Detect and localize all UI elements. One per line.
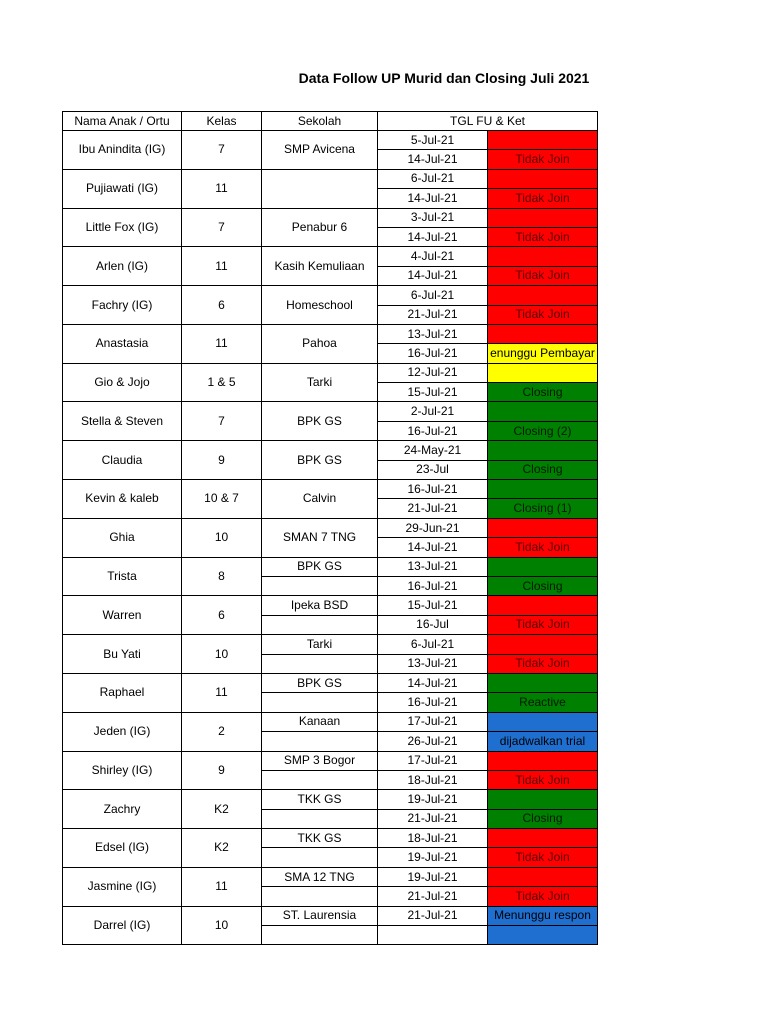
followup-date-1: 15-Jul-21 xyxy=(378,596,488,615)
header-sekolah: Sekolah xyxy=(262,112,378,131)
school-name: Calvin xyxy=(262,480,378,519)
followup-status-1 xyxy=(488,131,598,150)
followup-date-1: 3-Jul-21 xyxy=(378,208,488,227)
followup-status-1 xyxy=(488,324,598,343)
followup-status-1 xyxy=(488,208,598,227)
school-name: BPK GS xyxy=(262,557,378,576)
table-row xyxy=(63,131,598,150)
school-name: BPK GS xyxy=(262,673,378,692)
followup-date-1: 2-Jul-21 xyxy=(378,402,488,421)
page-title: Data Follow UP Murid dan Closing Juli 2021 xyxy=(298,70,590,86)
followup-date-2: 16-Jul xyxy=(378,615,488,634)
student-name: Darrel (IG) xyxy=(63,906,182,945)
student-name: Fachry (IG) xyxy=(63,286,182,325)
school-name-empty xyxy=(262,615,378,634)
class-grade: K2 xyxy=(182,790,262,829)
class-grade: 1 & 5 xyxy=(182,363,262,402)
table-row xyxy=(63,829,598,848)
student-name: Raphael xyxy=(63,673,182,712)
school-name: BPK GS xyxy=(262,402,378,441)
school-name-empty xyxy=(262,693,378,712)
followup-status-2: Closing (2) xyxy=(488,421,598,440)
followup-status-1 xyxy=(488,673,598,692)
school-name xyxy=(262,169,378,208)
class-grade: 10 xyxy=(182,906,262,945)
school-name-empty xyxy=(262,848,378,867)
followup-date-1: 18-Jul-21 xyxy=(378,829,488,848)
followup-status-2: Closing (1) xyxy=(488,499,598,518)
followup-date-2: 18-Jul-21 xyxy=(378,770,488,789)
followup-status-2 xyxy=(488,926,598,945)
followup-status-2: Tidak Join xyxy=(488,189,598,208)
school-name: Ipeka BSD xyxy=(262,596,378,615)
class-grade: 7 xyxy=(182,131,262,170)
followup-date-1: 6-Jul-21 xyxy=(378,169,488,188)
student-name: Stella & Steven xyxy=(63,402,182,441)
table-row xyxy=(63,596,598,615)
followup-date-2 xyxy=(378,926,488,945)
class-grade: 10 & 7 xyxy=(182,480,262,519)
followup-date-2: 14-Jul-21 xyxy=(378,150,488,169)
followup-status-2: Closing xyxy=(488,383,598,402)
followup-date-2: 21-Jul-21 xyxy=(378,499,488,518)
followup-date-2: 14-Jul-21 xyxy=(378,538,488,557)
followup-date-2: 21-Jul-21 xyxy=(378,809,488,828)
followup-date-2: 16-Jul-21 xyxy=(378,693,488,712)
student-name: Claudia xyxy=(63,441,182,480)
followup-date-2: 19-Jul-21 xyxy=(378,848,488,867)
followup-date-1: 24-May-21 xyxy=(378,441,488,460)
followup-status-2: Tidak Join xyxy=(488,887,598,906)
class-grade: 7 xyxy=(182,208,262,247)
followup-date-1: 19-Jul-21 xyxy=(378,867,488,886)
followup-status-1 xyxy=(488,829,598,848)
followup-date-2: 14-Jul-21 xyxy=(378,266,488,285)
followup-date-2: 14-Jul-21 xyxy=(378,189,488,208)
student-name: Ibu Anindita (IG) xyxy=(63,131,182,170)
followup-date-1: 19-Jul-21 xyxy=(378,790,488,809)
followup-date-2: 13-Jul-21 xyxy=(378,654,488,673)
school-name: TKK GS xyxy=(262,829,378,848)
followup-date-2: 16-Jul-21 xyxy=(378,344,488,363)
school-name-empty xyxy=(262,887,378,906)
followup-status-1 xyxy=(488,480,598,499)
followup-date-2: 21-Jul-21 xyxy=(378,305,488,324)
followup-status-2: Tidak Join xyxy=(488,615,598,634)
class-grade: 11 xyxy=(182,169,262,208)
followup-status-1 xyxy=(488,790,598,809)
table-row xyxy=(63,751,598,770)
student-name: Trista xyxy=(63,557,182,596)
school-name: Homeschool xyxy=(262,286,378,325)
followup-status-2: Closing xyxy=(488,576,598,595)
class-grade: 8 xyxy=(182,557,262,596)
followup-date-2: 16-Jul-21 xyxy=(378,421,488,440)
school-name: TKK GS xyxy=(262,790,378,809)
followup-status-2: Tidak Join xyxy=(488,770,598,789)
followup-status-2: Reactive xyxy=(488,693,598,712)
followup-status-1 xyxy=(488,363,598,382)
table-row xyxy=(63,169,598,188)
followup-status-2: Tidak Join xyxy=(488,227,598,246)
school-name-empty xyxy=(262,770,378,789)
followup-date-1: 13-Jul-21 xyxy=(378,324,488,343)
student-name: Ghia xyxy=(63,518,182,557)
table-row xyxy=(63,286,598,305)
school-name: Tarki xyxy=(262,363,378,402)
school-name: Pahoa xyxy=(262,324,378,363)
followup-date-1: 21-Jul-21 xyxy=(378,906,488,925)
followup-date-2: 15-Jul-21 xyxy=(378,383,488,402)
followup-date-1: 13-Jul-21 xyxy=(378,557,488,576)
table-row xyxy=(63,247,598,266)
follow-up-table xyxy=(62,111,598,945)
followup-date-1: 17-Jul-21 xyxy=(378,712,488,731)
school-name-empty xyxy=(262,926,378,945)
class-grade: 11 xyxy=(182,324,262,363)
header-tgl-fu-ket: TGL FU & Ket xyxy=(378,112,598,131)
school-name: SMAN 7 TNG xyxy=(262,518,378,557)
followup-status-1 xyxy=(488,169,598,188)
school-name-empty xyxy=(262,809,378,828)
student-name: Bu Yati xyxy=(63,635,182,674)
table-row xyxy=(63,480,598,499)
followup-date-2: 26-Jul-21 xyxy=(378,732,488,751)
followup-status-1 xyxy=(488,557,598,576)
followup-date-2: 16-Jul-21 xyxy=(378,576,488,595)
school-name: ST. Laurensia xyxy=(262,906,378,925)
followup-status-2: Tidak Join xyxy=(488,654,598,673)
followup-status-1 xyxy=(488,247,598,266)
followup-status-2: Tidak Join xyxy=(488,538,598,557)
table-row xyxy=(63,867,598,886)
followup-status-2: Tidak Join xyxy=(488,848,598,867)
school-name: SMP Avicena xyxy=(262,131,378,170)
followup-status-2: Tidak Join xyxy=(488,150,598,169)
followup-status-2: Closing xyxy=(488,460,598,479)
class-grade: 10 xyxy=(182,518,262,557)
followup-status-2: Closing xyxy=(488,809,598,828)
class-grade: 11 xyxy=(182,867,262,906)
school-name-empty xyxy=(262,654,378,673)
student-name: Little Fox (IG) xyxy=(63,208,182,247)
class-grade: 6 xyxy=(182,596,262,635)
followup-status-1 xyxy=(488,441,598,460)
school-name: SMP 3 Bogor xyxy=(262,751,378,770)
header-kelas: Kelas xyxy=(182,112,262,131)
school-name: Kanaan xyxy=(262,712,378,731)
school-name: Penabur 6 xyxy=(262,208,378,247)
student-name: Anastasia xyxy=(63,324,182,363)
followup-status-1: Menunggu respon xyxy=(488,906,598,925)
table-row xyxy=(63,402,598,421)
class-grade: 11 xyxy=(182,247,262,286)
table-row xyxy=(63,673,598,692)
table-row xyxy=(63,441,598,460)
header-nama: Nama Anak / Ortu xyxy=(63,112,182,131)
student-name: Gio & Jojo xyxy=(63,363,182,402)
followup-date-1: 16-Jul-21 xyxy=(378,480,488,499)
school-name: SMA 12 TNG xyxy=(262,867,378,886)
followup-date-2: 14-Jul-21 xyxy=(378,227,488,246)
student-name: Jeden (IG) xyxy=(63,712,182,751)
class-grade: 11 xyxy=(182,673,262,712)
followup-status-1 xyxy=(488,751,598,770)
class-grade: 9 xyxy=(182,441,262,480)
table-row xyxy=(63,363,598,382)
followup-date-1: 12-Jul-21 xyxy=(378,363,488,382)
school-name-empty xyxy=(262,576,378,595)
student-name: Jasmine (IG) xyxy=(63,867,182,906)
student-name: Edsel (IG) xyxy=(63,829,182,868)
school-name-empty xyxy=(262,732,378,751)
followup-status-1 xyxy=(488,867,598,886)
followup-date-1: 29-Jun-21 xyxy=(378,518,488,537)
class-grade: 9 xyxy=(182,751,262,790)
header-row xyxy=(63,112,598,131)
table-row xyxy=(63,324,598,343)
student-name: Pujiawati (IG) xyxy=(63,169,182,208)
followup-status-2: enunggu Pembayar xyxy=(488,344,598,363)
student-name: Warren xyxy=(63,596,182,635)
followup-date-2: 21-Jul-21 xyxy=(378,887,488,906)
student-name: Shirley (IG) xyxy=(63,751,182,790)
school-name: BPK GS xyxy=(262,441,378,480)
followup-date-1: 6-Jul-21 xyxy=(378,286,488,305)
table-row xyxy=(63,635,598,654)
school-name: Kasih Kemuliaan xyxy=(262,247,378,286)
table-row xyxy=(63,518,598,537)
table-row xyxy=(63,790,598,809)
student-name: Arlen (IG) xyxy=(63,247,182,286)
followup-date-2: 23-Jul xyxy=(378,460,488,479)
followup-status-1 xyxy=(488,518,598,537)
followup-date-1: 6-Jul-21 xyxy=(378,635,488,654)
class-grade: 2 xyxy=(182,712,262,751)
followup-status-1 xyxy=(488,712,598,731)
table-row xyxy=(63,208,598,227)
table-row xyxy=(63,557,598,576)
table-row xyxy=(63,712,598,731)
followup-status-2: Tidak Join xyxy=(488,305,598,324)
class-grade: 6 xyxy=(182,286,262,325)
followup-status-1 xyxy=(488,635,598,654)
student-name: Kevin & kaleb xyxy=(63,480,182,519)
class-grade: 7 xyxy=(182,402,262,441)
student-name: Zachry xyxy=(63,790,182,829)
followup-status-2: Tidak Join xyxy=(488,266,598,285)
table-body xyxy=(63,131,598,945)
school-name: Tarki xyxy=(262,635,378,654)
followup-date-1: 4-Jul-21 xyxy=(378,247,488,266)
class-grade: 10 xyxy=(182,635,262,674)
followup-status-1 xyxy=(488,596,598,615)
table-row xyxy=(63,906,598,925)
followup-status-2: dijadwalkan trial xyxy=(488,732,598,751)
class-grade: K2 xyxy=(182,829,262,868)
followup-date-1: 5-Jul-21 xyxy=(378,131,488,150)
followup-date-1: 17-Jul-21 xyxy=(378,751,488,770)
followup-status-1 xyxy=(488,286,598,305)
followup-status-1 xyxy=(488,402,598,421)
followup-date-1: 14-Jul-21 xyxy=(378,673,488,692)
